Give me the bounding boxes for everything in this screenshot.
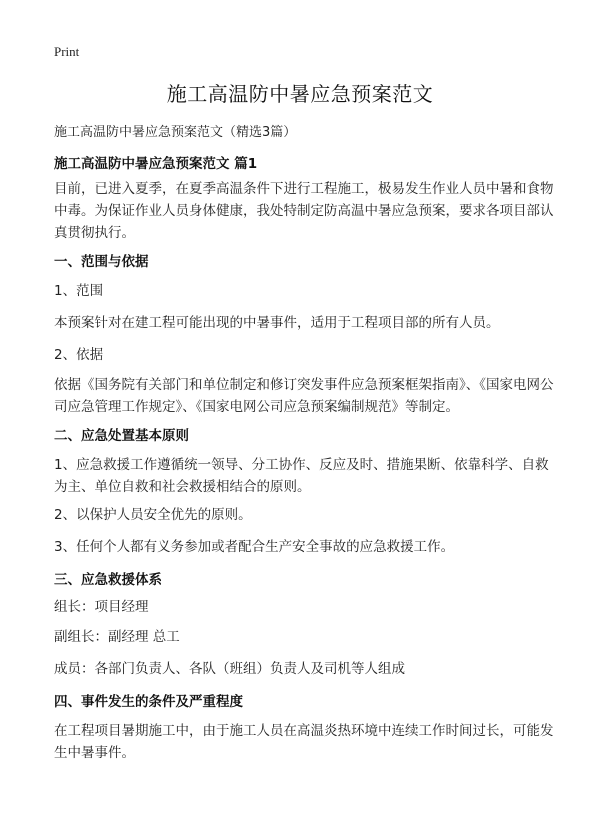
section-3-heading: 三、应急救援体系	[54, 572, 162, 588]
section-2-item-2: 2、以保护人员安全优先的原则。	[54, 507, 252, 523]
section-3-members: 成员：各部门负责人、各队（班组）负责人及司机等人组成	[54, 661, 405, 677]
section-1-sub1-text: 本预案针对在建工程可能出现的中暑事件，适用于工程项目部的所有人员。	[54, 315, 500, 331]
section-1-heading: 一、范围与依据	[54, 254, 149, 270]
section-4-heading: 四、事件发生的条件及严重程度	[54, 694, 243, 710]
section-2-item-1: 1、应急救援工作遵循统一领导、分工协作、反应及时、措施果断、依靠科学、自救为主、单位自救和社会救援相结合的原则。	[54, 457, 549, 495]
section-1-sub2-text: 依据《国务院有关部门和单位制定和修订突发事件应急预案框架指南》、《国家电网公司应急管理工作规定》、《国家电网公司应急预案编制规范》等制定。	[54, 377, 554, 415]
section-1-sub1-label: 1、范围	[54, 283, 104, 299]
article-heading: 施工高温防中暑应急预案范文 篇1	[54, 156, 258, 172]
section-1-sub2-label: 2、依据	[54, 347, 104, 363]
print-label: Print	[54, 44, 80, 59]
section-3-deputy: 副组长：副经理 总工	[54, 629, 180, 645]
section-2-heading: 二、应急处置基本原则	[54, 428, 189, 444]
section-3-leader: 组长：项目经理	[54, 599, 149, 615]
section-2-item-3: 3、任何个人都有义务参加或者配合生产安全事故的应急救援工作。	[54, 539, 455, 555]
intro-paragraph: 目前，已进入夏季，在夏季高温条件下进行工程施工，极易发生作业人员中暑和食物中毒。为保证作业人员身体健康，我处特制定防高温中暑应急预案，要求各项目部认真贯彻执行。	[54, 181, 554, 241]
document-subtitle: 施工高温防中暑应急预案范文（精选3篇）	[54, 125, 297, 140]
section-4-text: 在工程项目暑期施工中，由于施工人员在高温炎热环境中连续工作时间过长，可能发生中暑事件。	[54, 723, 554, 761]
page-title: 施工高温防中暑应急预案范文	[166, 82, 434, 106]
